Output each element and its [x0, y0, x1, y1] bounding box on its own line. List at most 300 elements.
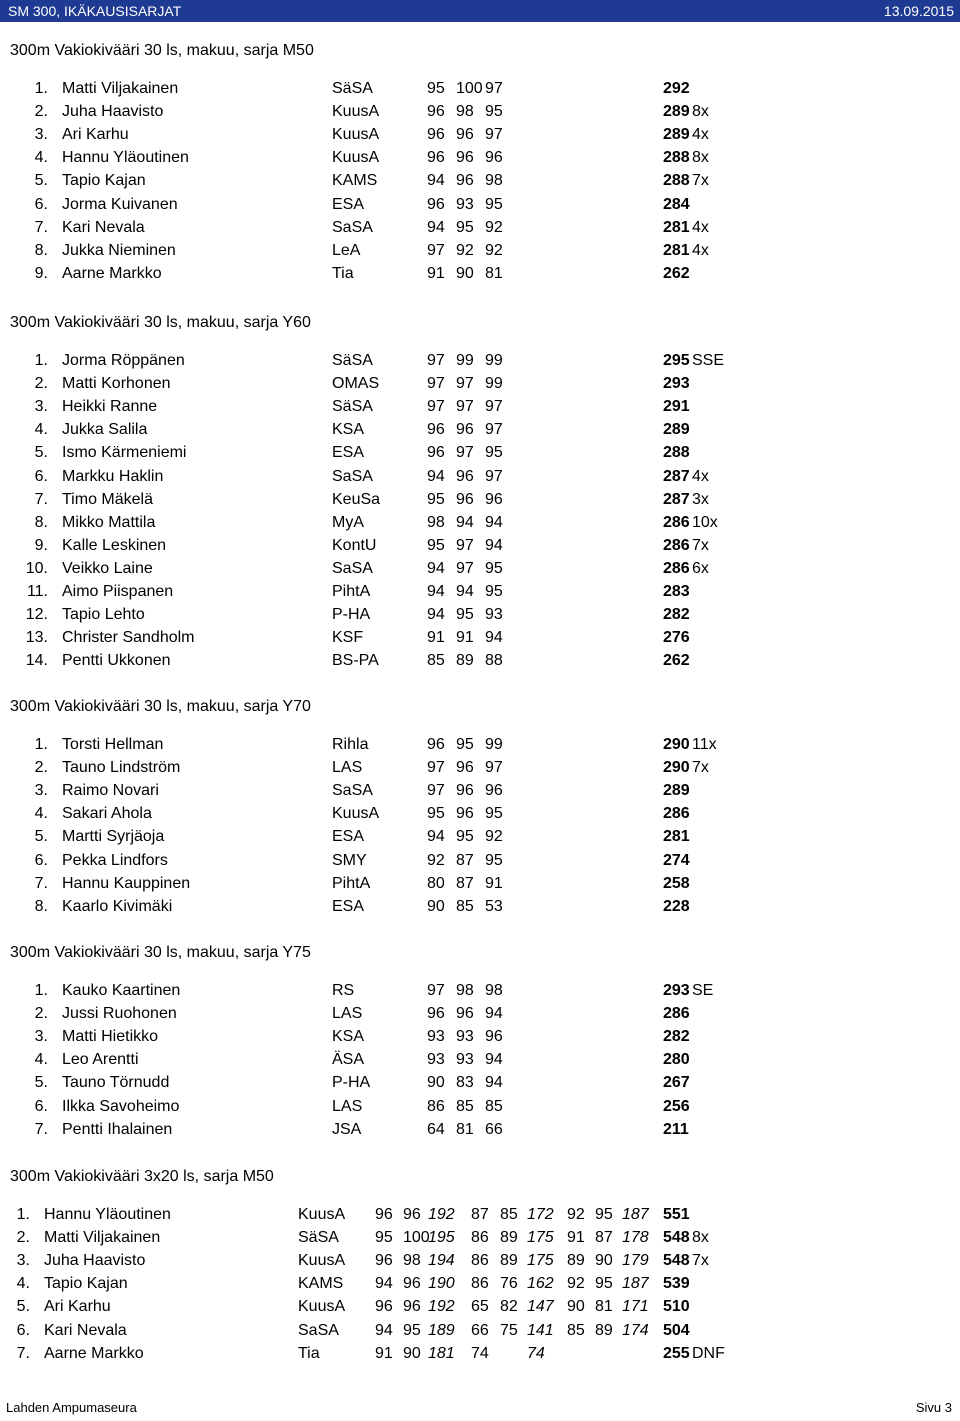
note: 4x: [692, 241, 709, 259]
rank: 7.: [34, 218, 48, 236]
note: 8x: [692, 1229, 709, 1247]
result-row: [0, 514, 960, 537]
series-score: 95: [485, 583, 503, 600]
club: KSA: [332, 421, 365, 439]
club: KuusA: [332, 103, 380, 121]
shot-score: 86: [471, 1275, 489, 1293]
shot-score: 98: [403, 1252, 421, 1270]
result-row: [0, 103, 960, 126]
rank: 4.: [34, 421, 48, 439]
rank: 11.: [26, 583, 48, 600]
note: DNF: [692, 1344, 725, 1362]
result-row: [0, 898, 960, 921]
club: ESA: [332, 195, 365, 213]
series-score: 98: [456, 982, 474, 999]
series-score: 96: [427, 195, 445, 213]
footer-club: Lahden Ampumaseura: [6, 1400, 137, 1415]
shooter-name: Ilkka Savoheimo: [62, 1097, 180, 1115]
total-score: 281: [663, 218, 690, 236]
rank: 6.: [34, 1097, 48, 1115]
shot-score: 96: [403, 1206, 421, 1223]
rank: 2.: [34, 375, 48, 393]
result-row: [0, 1005, 960, 1028]
total-score: 267: [663, 1074, 690, 1092]
result-row: [0, 629, 960, 652]
shooter-name: Leo Arentti: [62, 1051, 139, 1069]
result-row: [0, 736, 960, 759]
total-score: 289: [663, 421, 690, 439]
total-score: 282: [663, 1028, 690, 1046]
shot-score: 100: [403, 1229, 430, 1247]
club: KuusA: [332, 149, 380, 167]
series-score: 97: [485, 126, 503, 144]
result-row: [0, 1121, 960, 1144]
shooter-name: Pekka Lindfors: [62, 851, 168, 869]
shot-score: 94: [375, 1275, 393, 1293]
shooter-name: Torsti Hellman: [62, 736, 164, 753]
shooter-name: Juha Haavisto: [44, 1252, 146, 1270]
series-score: 97: [456, 536, 474, 554]
position-subtotal: 141: [527, 1321, 554, 1339]
shooter-name: Hannu Yläoutinen: [62, 149, 189, 167]
rank: 9.: [34, 264, 48, 282]
note: 4x: [692, 467, 709, 485]
rank: 2.: [34, 103, 48, 121]
result-row: [0, 491, 960, 514]
result-row: [0, 80, 960, 103]
total-score: 539: [663, 1275, 690, 1293]
shooter-name: Matti Viljakainen: [44, 1229, 161, 1247]
total-score: 290: [663, 759, 690, 777]
total-score: 286: [663, 536, 690, 554]
club: Tia: [298, 1344, 320, 1362]
rank: 3.: [34, 1028, 48, 1046]
total-score: 288: [663, 444, 690, 462]
club: BS-PA: [332, 652, 379, 670]
rank: 4.: [34, 1051, 48, 1069]
section-title: 300m Vakiokivääri 30 ls, makuu, sarja M50: [10, 42, 314, 59]
shooter-name: Kaarlo Kivimäki: [62, 897, 173, 915]
series-score: 85: [427, 652, 445, 670]
shot-score: 91: [375, 1344, 393, 1362]
shooter-name: Matti Viljakainen: [62, 80, 179, 97]
total-score: 211: [663, 1120, 689, 1138]
club: KontU: [332, 536, 377, 554]
series-score: 95: [427, 805, 445, 823]
result-row: [0, 875, 960, 898]
club: LAS: [332, 759, 363, 777]
result-row: [0, 126, 960, 149]
shot-score: 91: [567, 1229, 585, 1247]
shot-score: 96: [403, 1298, 421, 1316]
rank: 5.: [34, 172, 48, 190]
series-score: 94: [485, 1051, 503, 1069]
series-score: 96: [427, 1005, 445, 1023]
shooter-name: Jukka Nieminen: [62, 241, 176, 259]
total-score: 287: [663, 467, 690, 485]
series-score: 94: [427, 828, 445, 846]
series-score: 94: [485, 1074, 503, 1092]
shooter-name: Jorma Kuivanen: [62, 195, 178, 213]
rank: 2.: [34, 759, 48, 777]
shot-score: 76: [500, 1275, 518, 1293]
total-score: 548: [663, 1229, 690, 1247]
position-subtotal: 181: [428, 1344, 455, 1362]
shot-score: 86: [471, 1252, 489, 1270]
result-row: [0, 219, 960, 242]
note: 8x: [692, 103, 709, 121]
series-score: 81: [456, 1120, 474, 1138]
total-score: 255: [663, 1344, 690, 1362]
club: P-HA: [332, 606, 371, 624]
position-subtotal: 147: [527, 1298, 554, 1316]
series-score: 96: [485, 1028, 503, 1046]
total-score: 293: [663, 375, 690, 393]
rank: 13.: [25, 629, 48, 647]
club: LAS: [332, 1005, 363, 1023]
series-score: 95: [485, 805, 503, 823]
series-score: 97: [485, 421, 503, 439]
result-row: [0, 652, 960, 675]
shot-score: 92: [567, 1206, 585, 1223]
series-score: 96: [456, 490, 474, 508]
club: OMAS: [332, 375, 380, 393]
total-score: 256: [663, 1097, 690, 1115]
rank: 6.: [34, 195, 48, 213]
shooter-name: Pentti Ihalainen: [62, 1120, 173, 1138]
note: 7x: [692, 1252, 709, 1270]
shot-score: 65: [471, 1298, 489, 1316]
series-score: 88: [485, 652, 503, 670]
club: RS: [332, 982, 355, 999]
series-score: 85: [456, 1097, 474, 1115]
shot-score: 95: [595, 1206, 613, 1223]
rank: 4.: [34, 149, 48, 167]
total-score: 295: [663, 352, 690, 369]
series-score: 96: [456, 126, 474, 144]
total-score: 276: [663, 629, 690, 647]
note: 3x: [692, 490, 709, 508]
shot-score: 82: [500, 1298, 518, 1316]
rank: 7.: [16, 1344, 30, 1362]
club: KuusA: [298, 1206, 346, 1223]
series-score: 95: [485, 195, 503, 213]
shooter-name: Mikko Mattila: [62, 513, 156, 531]
series-score: 81: [485, 264, 503, 282]
series-score: 96: [427, 444, 445, 462]
section-title: 300m Vakiokivääri 3x20 ls, sarja M50: [10, 1168, 274, 1185]
total-score: 287: [663, 490, 690, 508]
position-subtotal: 172: [527, 1206, 554, 1223]
shooter-name: Tauno Törnudd: [62, 1074, 170, 1092]
position-subtotal: 194: [428, 1252, 455, 1270]
club: SaSA: [332, 467, 373, 485]
club: SäSA: [332, 398, 373, 416]
shooter-name: Veikko Laine: [62, 559, 153, 577]
series-score: 93: [427, 1028, 445, 1046]
club: Rihla: [332, 736, 369, 753]
result-row: [0, 759, 960, 782]
series-score: 91: [427, 629, 445, 647]
shooter-name: Matti Korhonen: [62, 375, 171, 393]
club: SMY: [332, 851, 367, 869]
shooter-name: Martti Syrjäoja: [62, 828, 165, 846]
result-row: [0, 1275, 960, 1298]
series-score: 96: [485, 782, 503, 800]
total-score: 286: [663, 805, 690, 823]
document-title: SM 300, IKÄKAUSISARJAT: [8, 3, 182, 19]
series-score: 94: [485, 536, 503, 554]
series-score: 96: [427, 149, 445, 167]
club: KuusA: [298, 1298, 346, 1316]
series-score: 93: [456, 1028, 474, 1046]
position-subtotal: 187: [622, 1206, 649, 1223]
shot-score: 96: [403, 1275, 421, 1293]
shot-score: 96: [375, 1252, 393, 1270]
series-score: 95: [427, 490, 445, 508]
result-row: [0, 375, 960, 398]
section-title: 300m Vakiokivääri 30 ls, makuu, sarja Y60: [10, 314, 311, 331]
rank: 2.: [34, 1005, 48, 1023]
series-score: 94: [427, 467, 445, 485]
result-row: [0, 805, 960, 828]
position-subtotal: 74: [527, 1344, 545, 1362]
club: SaSA: [332, 559, 373, 577]
position-subtotal: 175: [527, 1229, 554, 1247]
result-row: [0, 196, 960, 219]
series-score: 97: [456, 375, 474, 393]
result-row: [0, 1028, 960, 1051]
shooter-name: Timo Mäkelä: [62, 490, 153, 508]
series-score: 97: [427, 759, 445, 777]
shot-score: 87: [471, 1206, 489, 1223]
total-score: 280: [663, 1051, 690, 1069]
shot-score: 89: [500, 1252, 518, 1270]
club: KSA: [332, 1028, 365, 1046]
shot-score: 96: [375, 1206, 393, 1223]
rank: 1.: [16, 1206, 30, 1223]
shooter-name: Juha Haavisto: [62, 103, 164, 121]
total-score: 284: [663, 195, 690, 213]
shooter-name: Jukka Salila: [62, 421, 148, 439]
rank: 8.: [34, 241, 48, 259]
shot-score: 66: [471, 1321, 489, 1339]
series-score: 97: [427, 352, 445, 369]
shooter-name: Ari Karhu: [44, 1298, 111, 1316]
rank: 4.: [16, 1275, 30, 1293]
shot-score: 75: [500, 1321, 518, 1339]
total-score: 274: [663, 851, 690, 869]
shot-score: 74: [471, 1344, 489, 1362]
rank: 5.: [16, 1298, 30, 1316]
series-score: 90: [427, 897, 445, 915]
shooter-name: Kauko Kaartinen: [62, 982, 181, 999]
result-row: [0, 828, 960, 851]
series-score: 93: [456, 195, 474, 213]
result-row: [0, 1098, 960, 1121]
series-score: 96: [427, 103, 445, 121]
series-score: 95: [485, 103, 503, 121]
total-score: 283: [663, 583, 690, 600]
note: 7x: [692, 759, 709, 777]
series-score: 64: [427, 1120, 445, 1138]
total-score: 289: [663, 103, 690, 121]
series-score: 99: [485, 736, 503, 753]
result-row: [0, 352, 960, 375]
rank: 3.: [34, 782, 48, 800]
shot-score: 95: [403, 1321, 421, 1339]
result-row: [0, 537, 960, 560]
series-score: 94: [456, 513, 474, 531]
series-score: 98: [485, 172, 503, 190]
series-score: 97: [427, 982, 445, 999]
rank: 10.: [25, 559, 48, 577]
club: SäSA: [332, 352, 373, 369]
result-row: [0, 1298, 960, 1321]
series-score: 92: [427, 851, 445, 869]
rank: 8.: [34, 513, 48, 531]
shooter-name: Pentti Ukkonen: [62, 652, 171, 670]
shooter-name: Ismo Kärmeniemi: [62, 444, 187, 462]
result-row: [0, 1252, 960, 1275]
shooter-name: Matti Hietikko: [62, 1028, 159, 1046]
series-score: 92: [485, 241, 503, 259]
series-score: 96: [456, 759, 474, 777]
club: ÄSA: [332, 1051, 365, 1069]
series-score: 98: [456, 103, 474, 121]
series-score: 95: [427, 80, 445, 97]
result-row: [0, 172, 960, 195]
total-score: 510: [663, 1298, 690, 1316]
shooter-name: Christer Sandholm: [62, 629, 195, 647]
total-score: 286: [663, 559, 690, 577]
series-score: 91: [427, 264, 445, 282]
shot-score: 92: [567, 1275, 585, 1293]
series-score: 97: [485, 467, 503, 485]
note: SSE: [692, 352, 725, 369]
result-row: [0, 1206, 960, 1229]
club: PihtA: [332, 583, 371, 600]
rank: 12.: [25, 606, 48, 624]
shooter-name: Tauno Lindström: [62, 759, 181, 777]
series-score: 95: [456, 828, 474, 846]
result-row: [0, 149, 960, 172]
position-subtotal: 192: [428, 1206, 455, 1223]
result-row: [0, 1229, 960, 1252]
series-score: 97: [427, 241, 445, 259]
shooter-name: Aarne Markko: [62, 264, 162, 282]
shooter-name: Sakari Ahola: [62, 805, 152, 823]
series-score: 93: [427, 1051, 445, 1069]
club: SäSA: [298, 1229, 339, 1247]
result-row: [0, 560, 960, 583]
rank: 1.: [34, 352, 48, 369]
series-score: 91: [456, 629, 474, 647]
total-score: 282: [663, 606, 690, 624]
note: 7x: [692, 536, 709, 554]
series-score: 96: [456, 149, 474, 167]
series-score: 96: [456, 782, 474, 800]
club: KuusA: [332, 126, 380, 144]
rank: 3.: [34, 126, 48, 144]
series-score: 85: [456, 897, 474, 915]
series-score: 66: [485, 1120, 503, 1138]
note: SE: [692, 982, 714, 999]
position-subtotal: 195: [428, 1229, 455, 1247]
club: LAS: [332, 1097, 363, 1115]
shot-score: 87: [595, 1229, 613, 1247]
shooter-name: Aimo Piispanen: [62, 583, 174, 600]
series-score: 92: [456, 241, 474, 259]
position-subtotal: 189: [428, 1321, 455, 1339]
series-score: 96: [427, 126, 445, 144]
shooter-name: Heikki Ranne: [62, 398, 158, 416]
series-score: 53: [485, 897, 503, 915]
rank: 7.: [34, 490, 48, 508]
series-score: 97: [485, 80, 503, 97]
series-score: 97: [427, 782, 445, 800]
series-score: 96: [456, 172, 474, 190]
total-score: 291: [663, 398, 690, 416]
result-row: [0, 1074, 960, 1097]
shot-score: 89: [500, 1229, 518, 1247]
total-score: 293: [663, 982, 690, 999]
series-score: 85: [485, 1097, 503, 1115]
shooter-name: Aarne Markko: [44, 1344, 144, 1362]
series-score: 92: [485, 828, 503, 846]
series-score: 99: [456, 352, 474, 369]
rank: 5.: [34, 1074, 48, 1092]
shooter-name: Ari Karhu: [62, 126, 129, 144]
club: JSA: [332, 1120, 362, 1138]
series-score: 97: [456, 398, 474, 416]
result-row: [0, 982, 960, 1005]
result-row: [0, 782, 960, 805]
position-subtotal: 171: [622, 1298, 649, 1316]
series-score: 92: [485, 218, 503, 236]
rank: 8.: [34, 897, 48, 915]
rank: 7.: [34, 874, 48, 892]
club: KAMS: [332, 172, 378, 190]
position-subtotal: 192: [428, 1298, 455, 1316]
series-score: 94: [427, 583, 445, 600]
shooter-name: Tapio Kajan: [62, 172, 146, 190]
shot-score: 95: [375, 1229, 393, 1247]
shooter-name: Kari Nevala: [62, 218, 145, 236]
shot-score: 94: [375, 1321, 393, 1339]
shot-score: 81: [595, 1298, 613, 1316]
result-row: [0, 398, 960, 421]
series-score: 98: [427, 513, 445, 531]
series-score: 95: [427, 536, 445, 554]
club: SäSA: [332, 80, 373, 97]
result-row: [0, 583, 960, 606]
rank: 1.: [34, 982, 48, 999]
series-score: 96: [456, 421, 474, 439]
shooter-name: Hannu Kauppinen: [62, 874, 191, 892]
series-score: 96: [485, 490, 503, 508]
section-title: 300m Vakiokivääri 30 ls, makuu, sarja Y70: [10, 698, 311, 715]
rank: 4.: [34, 805, 48, 823]
club: ESA: [332, 897, 365, 915]
shooter-name: Tapio Lehto: [62, 606, 145, 624]
shot-score: 90: [595, 1252, 613, 1270]
series-score: 94: [485, 513, 503, 531]
rank: 1.: [34, 736, 48, 753]
series-score: 97: [427, 375, 445, 393]
club: LeA: [332, 241, 361, 259]
club: SaSA: [332, 218, 373, 236]
